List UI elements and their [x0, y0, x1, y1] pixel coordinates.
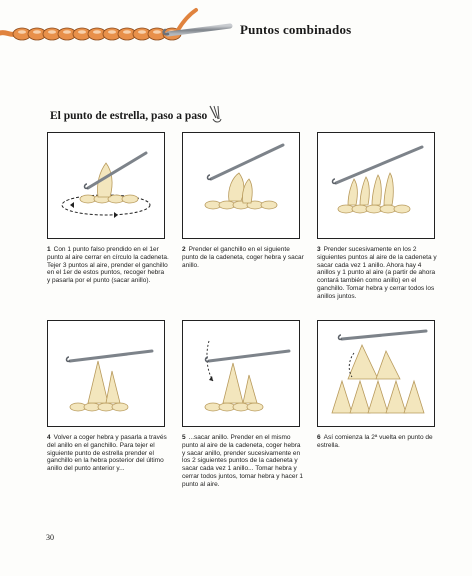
step-2-illustration: [182, 132, 300, 239]
step-1-illustration: [47, 132, 165, 239]
step-1-caption: [47, 246, 169, 285]
chain-hook-illustration: [0, 0, 472, 72]
page-header: [0, 0, 472, 72]
section-title: El punto de estrella, paso a paso: [50, 110, 208, 122]
step-number: 4: [47, 434, 51, 441]
step-6-caption: [317, 434, 439, 450]
step-text: Volver a coger hebra y pasarla a través del anillo en el ganchillo. Para tejer el siguiente punto de estrella prender el ganchillo en la hebra posterior del último anillo del punto anterior y...: [47, 434, 167, 473]
step-4-illustration: [47, 320, 165, 427]
step-5-caption: [182, 434, 304, 489]
step-text: Prender el ganchillo en el siguiente punto de la cadeneta, coger hebra y sacar anillo.: [182, 246, 304, 269]
page-title: Puntos combinados: [240, 22, 352, 37]
step-text: Así comienza la 2ª vuelta en punto de estrella.: [317, 434, 433, 449]
step-2-caption: [182, 246, 304, 269]
page-number: 30: [46, 533, 54, 542]
step-number: 2: [182, 246, 186, 253]
step-text: Prender sucesivamente en los 2 siguientes puntos al aire de la cadeneta y sacar cada vez 1 anillo. Ahora hay 4 anillos y 1 punto al aire (a partir de ahora contará también como anillo) en el ganchillo. Tomar hebra y cerrar todos los anillos juntos.: [317, 246, 437, 300]
step-text: ...sacar anillo. Prender en el mismo punto al aire de la cadeneta, coger hebra y sacar anillo, prender sucesivamente en los 2 siguientes puntos de la cadeneta y sacar cada vez 1 anillo... Tomar hebra y cerrar todos juntos, tomar hebra y hacer 1 punto al aire.: [182, 434, 304, 488]
step-5-illustration: [182, 320, 300, 427]
step-number: 1: [47, 246, 51, 253]
step-3-illustration: [317, 132, 435, 239]
step-number: 6: [317, 434, 321, 441]
step-number: 3: [317, 246, 321, 253]
step-text: Con 1 punto falso prendido en el 1er punto al aire cerrar en círculo la cadeneta. Tejer 3 puntos al aire, prender el ganchillo en el 1er de estos puntos, recoger hebra y pasarla por el punto (sacar anillo).: [47, 246, 169, 285]
step-4-caption: [47, 434, 169, 473]
step-6-illustration: [317, 320, 435, 427]
step-3-caption: [317, 246, 439, 301]
step-number: 5: [182, 434, 186, 441]
hook-yarn-icon: [206, 104, 224, 124]
